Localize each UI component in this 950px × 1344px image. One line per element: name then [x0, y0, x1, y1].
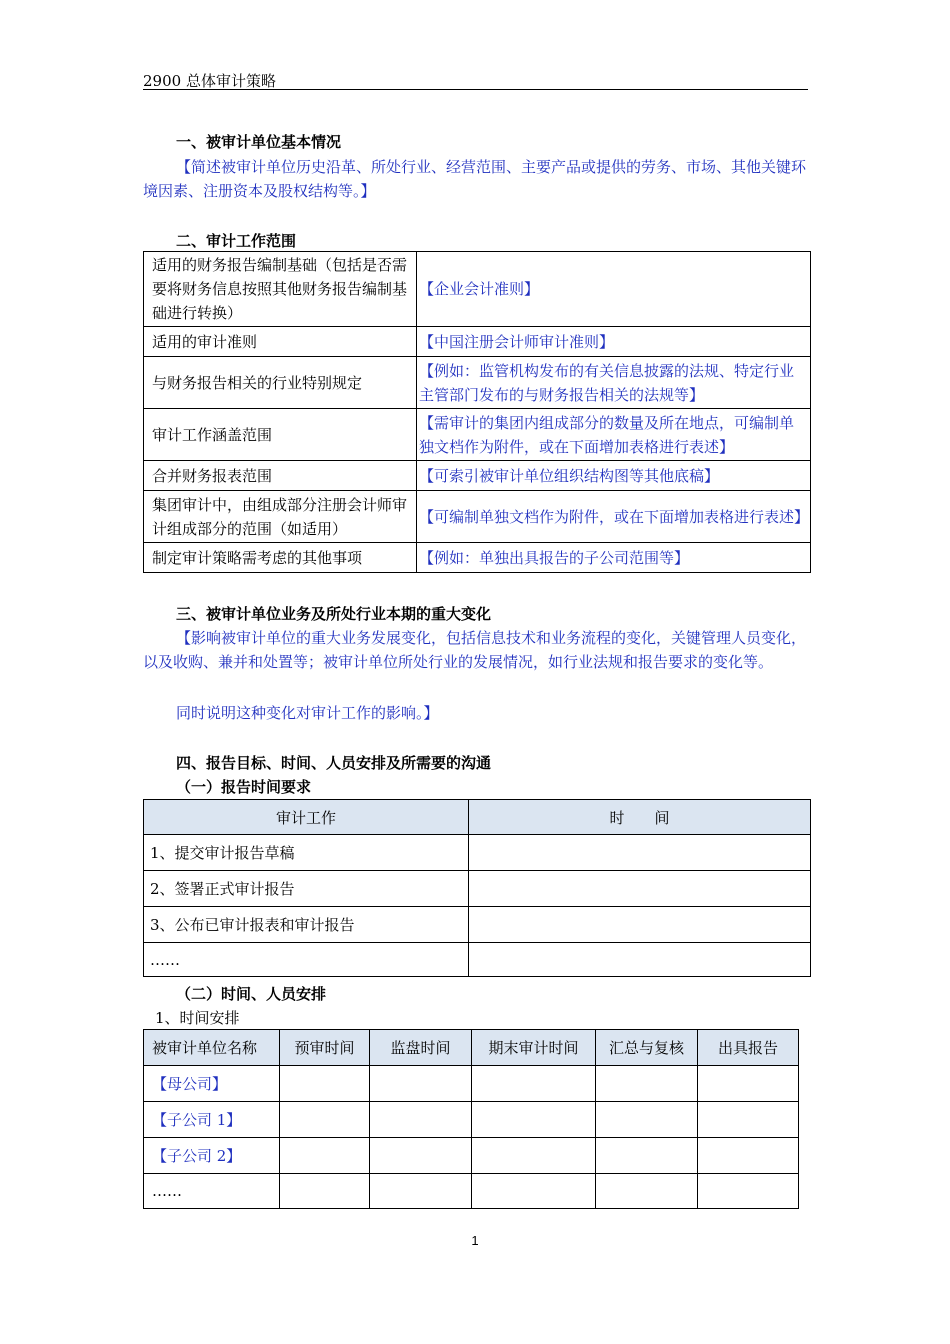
column-header: 时 间: [469, 800, 811, 835]
document-title: 2900 总体审计策略: [143, 72, 276, 90]
table-row: [144, 461, 811, 491]
scope-value: 【企业会计准则】: [417, 252, 811, 327]
entity-cell: 【母公司】: [144, 1066, 280, 1102]
table-row: [144, 1138, 799, 1174]
time-cell: [469, 943, 811, 977]
audit-scope-table: [143, 251, 811, 573]
table-row: [144, 252, 811, 327]
table-header-row: [144, 800, 811, 835]
time-cell: [469, 871, 811, 907]
section4-subheading-1: （一）报告时间要求: [176, 778, 312, 796]
task-cell: 2、签署正式审计报告: [144, 871, 469, 907]
column-header: 监盘时间: [370, 1030, 472, 1066]
table-row: [144, 543, 811, 573]
table-row: [144, 943, 811, 977]
scope-label: 适用的审计准则: [144, 327, 417, 357]
entity-cell: 【子公司 2】: [144, 1138, 280, 1174]
section4-subheading-2: （二）时间、人员安排: [176, 985, 327, 1003]
table-row: [144, 491, 811, 543]
report-time-table: [143, 799, 811, 977]
table-row: [144, 327, 811, 357]
section1-text: 【简述被审计单位历史沿革、所处行业、经营范围、主要产品或提供的劳务、市场、其他关键环境因素、注册资本及股权结构等。】: [143, 158, 807, 200]
column-header: 汇总与复核: [596, 1030, 698, 1066]
table-row: [144, 1102, 799, 1138]
scope-value: 【例如：单独出具报告的子公司范围等】: [417, 543, 811, 573]
scope-label: 适用的财务报告编制基础（包括是否需要将财务信息按照其他财务报告编制基础进行转换）: [144, 252, 417, 327]
scope-value: 【可索引被审计单位组织结构图等其他底稿】: [417, 461, 811, 491]
task-cell: 3、公布已审计报表和审计报告: [144, 907, 469, 943]
entity-cell: ……: [144, 1174, 280, 1209]
table-row: [144, 871, 811, 907]
scope-value: 【需审计的集团内组成部分的数量及所在地点，可编制单独文档作为附件，或在下面增加表格进行表述】: [417, 409, 811, 461]
schedule-table: [143, 1029, 799, 1209]
scope-label: 制定审计策略需考虑的其他事项: [144, 543, 417, 573]
column-header: 出具报告: [698, 1030, 799, 1066]
scope-value: 【中国注册会计师审计准则】: [417, 327, 811, 357]
scope-value: 【可编制单独文档作为附件，或在下面增加表格进行表述】: [417, 491, 811, 543]
table-row: [144, 907, 811, 943]
column-header: 被审计单位名称: [144, 1030, 280, 1066]
scope-value: 【例如：监管机构发布的有关信息披露的法规、特定行业主管部门发布的与财务报告相关的法规等】: [417, 357, 811, 409]
time-cell: [469, 835, 811, 871]
section4-heading: 四、报告目标、时间、人员安排及所需要的沟通: [176, 754, 492, 772]
table-row: [144, 357, 811, 409]
table-row: [144, 1174, 799, 1209]
table-row: [144, 1066, 799, 1102]
table-row: [144, 409, 811, 461]
column-header: 审计工作: [144, 800, 469, 835]
section3-text: 【影响被审计单位的重大业务发展变化，包括信息技术和业务流程的变化，关键管理人员变化，以及收购、兼并和处置等；被审计单位所处行业的发展情况，如行业法规和报告要求的变化等。: [143, 629, 807, 671]
task-cell: 1、提交审计报告草稿: [144, 835, 469, 871]
column-header: 期末审计时间: [472, 1030, 596, 1066]
table-row: [144, 835, 811, 871]
section3-heading: 三、被审计单位业务及所处行业本期的重大变化: [176, 605, 492, 623]
scope-label: 合并财务报表范围: [144, 461, 417, 491]
section2-heading: 二、审计工作范围: [176, 232, 297, 250]
task-cell: ……: [144, 943, 469, 977]
scope-label: 与财务报告相关的行业特别规定: [144, 357, 417, 409]
section3-text-2: 同时说明这种变化对审计工作的影响。】: [176, 704, 439, 722]
scope-label: 审计工作涵盖范围: [144, 409, 417, 461]
section4-subheading-2-1: 1、时间安排: [155, 1009, 240, 1027]
page-number: 1: [471, 1233, 479, 1248]
scope-label: 集团审计中，由组成部分注册会计师审计组成部分的范围（如适用）: [144, 491, 417, 543]
table-header-row: [144, 1030, 799, 1066]
page-header: [143, 70, 808, 90]
entity-cell: 【子公司 1】: [144, 1102, 280, 1138]
section1-heading: 一、被审计单位基本情况: [176, 133, 342, 151]
column-header: 预审时间: [280, 1030, 370, 1066]
time-cell: [469, 907, 811, 943]
